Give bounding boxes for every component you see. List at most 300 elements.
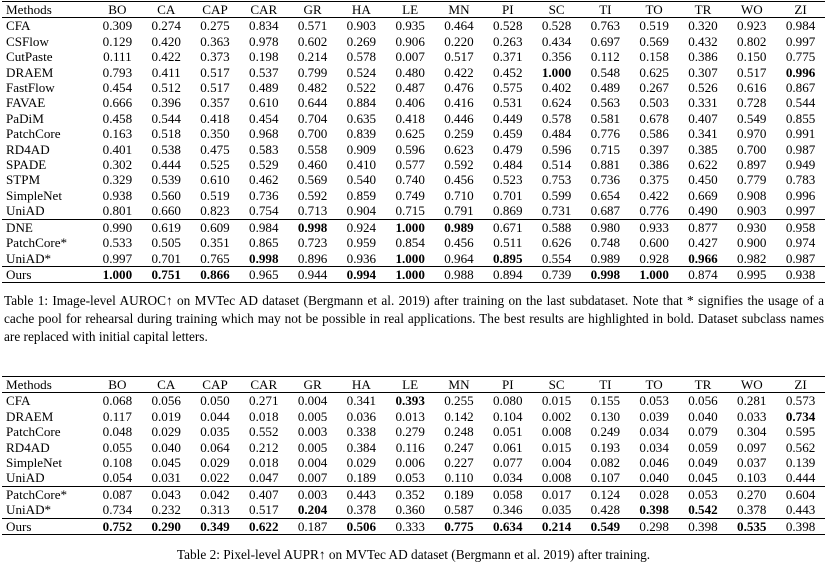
score-cell: 0.514 — [541, 157, 572, 173]
score-cell: 0.035 — [200, 424, 230, 440]
score-cell: 0.034 — [493, 470, 523, 486]
score-cell: 0.624 — [541, 95, 572, 111]
score-cell: 0.517 — [249, 502, 279, 518]
score-cell: 0.398 — [639, 502, 669, 518]
score-cell: 0.616 — [737, 80, 767, 96]
score-cell: 0.958 — [776, 219, 825, 235]
score-cell: 0.571 — [297, 18, 328, 34]
table-row — [2, 518, 825, 534]
score-cell: 0.623 — [444, 141, 474, 157]
score-cell: 0.877 — [679, 219, 728, 235]
score-cell: 0.007 — [395, 49, 425, 65]
column-header-zi: ZI — [776, 2, 825, 18]
score-cell: 0.450 — [688, 172, 718, 188]
score-cell: 0.802 — [737, 33, 767, 49]
score-cell: 0.338 — [346, 424, 377, 440]
score-cell: 0.103 — [737, 470, 767, 486]
column-header-bo: BO — [93, 377, 142, 393]
column-header-ca: CA — [142, 377, 191, 393]
score-cell: 0.056 — [688, 393, 718, 409]
method-name: Ours — [2, 518, 93, 534]
score-cell: 0.480 — [395, 64, 425, 80]
score-cell: 0.562 — [785, 439, 816, 455]
score-cell: 0.995 — [727, 266, 776, 282]
table-row — [2, 142, 825, 157]
score-cell: 0.671 — [483, 219, 532, 235]
score-cell: 0.528 — [541, 18, 572, 34]
methods-column-header: Methods — [2, 2, 93, 18]
score-cell: 0.077 — [493, 455, 523, 471]
method-name: SimpleNet — [6, 187, 63, 203]
table-row — [2, 65, 825, 80]
score-cell: 0.008 — [541, 470, 572, 486]
score-cell: 0.634 — [483, 518, 532, 534]
score-cell: 0.765 — [200, 250, 230, 266]
score-cell: 0.869 — [493, 203, 523, 219]
score-cell: 0.269 — [346, 33, 377, 49]
method-name: DNE — [2, 219, 93, 235]
column-header-ha: HA — [337, 2, 386, 18]
score-cell: 0.740 — [395, 172, 425, 188]
score-cell: 0.048 — [102, 424, 133, 440]
score-cell: 0.462 — [249, 172, 279, 188]
score-cell: 0.775 — [435, 518, 484, 534]
score-cell: 0.458 — [102, 110, 133, 126]
score-cell: 0.578 — [541, 110, 572, 126]
score-cell: 0.980 — [581, 219, 630, 235]
score-cell: 0.155 — [590, 393, 621, 409]
score-cell: 0.443 — [785, 502, 816, 518]
table-row — [2, 440, 825, 455]
score-cell: 0.539 — [151, 172, 181, 188]
score-cell: 0.259 — [444, 126, 474, 142]
column-header-ca: CA — [142, 2, 191, 18]
score-cell: 0.035 — [541, 502, 572, 518]
method-name: SimpleNet — [6, 455, 63, 471]
score-cell: 0.263 — [493, 33, 523, 49]
score-cell: 0.626 — [541, 235, 572, 251]
score-cell: 0.003 — [297, 424, 328, 440]
score-cell: 0.422 — [444, 64, 474, 80]
score-cell: 0.731 — [541, 203, 572, 219]
score-cell: 0.490 — [688, 203, 718, 219]
score-cell: 0.279 — [395, 424, 425, 440]
score-cell: 0.994 — [337, 266, 386, 282]
table-row — [2, 409, 825, 424]
score-cell: 0.964 — [444, 250, 474, 266]
score-cell: 0.991 — [785, 126, 816, 142]
score-cell: 0.460 — [297, 157, 328, 173]
score-cell: 0.654 — [590, 187, 621, 203]
score-cell: 0.476 — [444, 80, 474, 96]
score-cell: 0.884 — [346, 95, 377, 111]
column-header-sc: SC — [532, 377, 581, 393]
score-cell: 0.748 — [590, 235, 621, 251]
column-header-wo: WO — [727, 2, 776, 18]
score-cell: 0.604 — [776, 486, 825, 502]
score-cell: 0.569 — [639, 33, 669, 49]
column-header-cap: CAP — [191, 2, 240, 18]
score-cell: 0.198 — [249, 49, 279, 65]
score-cell: 0.854 — [395, 235, 425, 251]
score-cell: 0.378 — [346, 502, 377, 518]
score-cell: 0.033 — [737, 408, 767, 424]
score-cell: 0.082 — [590, 455, 621, 471]
score-cell: 0.644 — [297, 95, 328, 111]
score-cell: 0.331 — [688, 95, 718, 111]
score-cell: 0.108 — [102, 455, 133, 471]
score-cell: 0.004 — [297, 393, 328, 409]
score-cell: 0.004 — [297, 455, 328, 471]
score-cell: 1.000 — [541, 64, 572, 80]
score-cell: 0.723 — [297, 235, 328, 251]
score-cell: 0.443 — [337, 486, 386, 502]
score-cell: 0.428 — [590, 502, 621, 518]
column-header-gr: GR — [288, 377, 337, 393]
score-cell: 0.522 — [346, 80, 377, 96]
table-body — [2, 393, 825, 535]
score-cell: 0.866 — [191, 266, 240, 282]
score-cell: 0.351 — [200, 235, 230, 251]
score-cell: 0.775 — [785, 49, 816, 65]
score-cell: 0.117 — [102, 408, 132, 424]
score-cell: 0.019 — [151, 408, 181, 424]
column-header-mn: MN — [435, 377, 484, 393]
score-cell: 0.959 — [346, 235, 377, 251]
score-cell: 0.525 — [200, 157, 230, 173]
score-cell: 0.763 — [590, 18, 621, 34]
score-cell: 0.454 — [249, 110, 279, 126]
method-name: CSFlow — [6, 33, 49, 49]
method-name: UniAD* — [6, 502, 52, 518]
score-cell: 0.411 — [151, 64, 181, 80]
score-cell: 0.779 — [737, 172, 767, 188]
score-cell: 0.904 — [346, 203, 377, 219]
score-cell: 0.537 — [249, 64, 279, 80]
score-cell: 0.214 — [297, 49, 328, 65]
score-cell: 0.410 — [346, 157, 377, 173]
column-header-le: LE — [386, 2, 435, 18]
score-cell: 0.592 — [297, 187, 328, 203]
score-cell: 0.923 — [737, 18, 767, 34]
table-row — [2, 95, 825, 110]
score-cell: 0.970 — [737, 126, 767, 142]
score-cell: 0.592 — [444, 157, 474, 173]
method-name: SPADE — [6, 157, 47, 173]
score-cell: 0.007 — [297, 470, 328, 486]
score-cell: 0.625 — [395, 126, 425, 142]
score-cell: 0.697 — [590, 33, 621, 49]
score-cell: 0.139 — [785, 455, 816, 471]
score-cell: 0.533 — [102, 235, 133, 251]
score-cell: 0.752 — [93, 518, 142, 534]
method-name: DRAEM — [6, 408, 54, 424]
score-cell: 0.523 — [493, 172, 523, 188]
score-cell: 0.900 — [737, 235, 767, 251]
score-cell: 0.881 — [590, 157, 621, 173]
score-cell: 0.056 — [151, 393, 181, 409]
score-cell: 0.416 — [444, 95, 474, 111]
score-cell: 0.974 — [785, 235, 816, 251]
score-cell: 0.751 — [142, 266, 191, 282]
score-cell: 0.333 — [386, 518, 435, 534]
column-header-bo: BO — [93, 2, 142, 18]
score-cell: 0.350 — [200, 126, 230, 142]
score-cell: 0.938 — [776, 266, 825, 282]
method-name: PatchCore* — [6, 235, 68, 251]
method-name: FastFlow — [6, 80, 55, 96]
score-cell: 0.998 — [288, 219, 337, 235]
method-name: RD4AD — [6, 439, 50, 455]
table-header — [2, 2, 825, 18]
score-cell: 0.982 — [737, 250, 767, 266]
score-cell: 0.055 — [102, 439, 133, 455]
score-cell: 0.753 — [541, 172, 572, 188]
score-cell: 0.581 — [590, 110, 621, 126]
table-row — [2, 502, 825, 518]
score-cell: 0.823 — [200, 203, 230, 219]
score-cell: 0.015 — [541, 393, 572, 409]
score-cell: 0.575 — [493, 80, 523, 96]
header-row — [2, 2, 825, 18]
column-header-tr: TR — [679, 2, 728, 18]
score-cell: 0.519 — [639, 18, 669, 34]
table-1-caption: Table 1: Image-level AUROC↑ on MVTec AD dataset (Bergmann et al. 2019) after training on the last subdataset. Note that * signifies the usage of a cache pool for rehearsal during training which may not be possible in real applications. The best results are highlighted in bold. Dataset subclass names are replaced with initial capital letters. — [4, 293, 824, 345]
score-cell: 0.232 — [151, 502, 181, 518]
score-cell: 0.701 — [493, 187, 523, 203]
score-cell: 0.464 — [444, 18, 474, 34]
method-name: CFA — [6, 393, 31, 409]
score-cell: 0.569 — [297, 172, 328, 188]
score-cell: 0.839 — [346, 126, 377, 142]
score-cell: 0.307 — [688, 64, 718, 80]
score-cell: 0.444 — [785, 470, 816, 486]
score-cell: 0.422 — [151, 49, 181, 65]
score-cell: 0.475 — [200, 141, 230, 157]
score-cell: 0.008 — [541, 424, 572, 440]
score-cell: 0.449 — [493, 110, 523, 126]
score-cell: 0.506 — [337, 518, 386, 534]
score-cell: 0.401 — [102, 141, 133, 157]
score-cell: 0.163 — [102, 126, 133, 142]
score-cell: 0.903 — [737, 203, 767, 219]
score-cell: 0.588 — [532, 219, 581, 235]
method-name: DRAEM — [6, 64, 54, 80]
score-cell: 0.933 — [630, 219, 679, 235]
score-cell: 0.053 — [639, 393, 669, 409]
score-cell: 0.247 — [444, 439, 474, 455]
score-cell: 0.542 — [688, 502, 718, 518]
score-cell: 0.329 — [102, 172, 133, 188]
score-cell: 0.407 — [239, 486, 288, 502]
score-cell: 0.586 — [639, 126, 669, 142]
score-cell: 0.666 — [102, 95, 133, 111]
methods-column-header: Methods — [2, 377, 93, 393]
score-cell: 0.158 — [639, 49, 669, 65]
column-header-sc: SC — [532, 2, 581, 18]
score-cell: 0.454 — [102, 80, 133, 96]
table-row — [2, 424, 825, 439]
score-cell: 0.037 — [737, 455, 767, 471]
score-cell: 1.000 — [386, 219, 435, 235]
score-cell: 0.984 — [239, 219, 288, 235]
score-cell: 0.349 — [191, 518, 240, 534]
column-header-wo: WO — [727, 377, 776, 393]
score-cell: 0.050 — [200, 393, 230, 409]
score-cell: 0.563 — [590, 95, 621, 111]
score-cell: 0.526 — [688, 80, 718, 96]
score-cell: 1.000 — [386, 266, 435, 282]
column-header-ha: HA — [337, 377, 386, 393]
column-header-to: TO — [630, 377, 679, 393]
score-cell: 0.479 — [493, 141, 523, 157]
score-cell: 0.734 — [785, 408, 816, 424]
score-cell: 0.130 — [590, 408, 621, 424]
score-cell: 0.002 — [541, 408, 572, 424]
score-cell: 0.112 — [590, 49, 620, 65]
score-cell: 0.997 — [102, 250, 133, 266]
score-cell: 0.022 — [200, 470, 230, 486]
score-cell: 0.116 — [395, 439, 425, 455]
table-2-caption: Table 2: Pixel-level AUPR↑ on MVTec AD dataset (Bergmann et al. 2019) after training. — [176, 547, 651, 562]
score-cell: 0.040 — [688, 408, 718, 424]
score-cell: 0.678 — [639, 110, 669, 126]
table-row — [2, 188, 825, 203]
score-cell: 0.150 — [737, 49, 767, 65]
score-cell: 0.619 — [142, 219, 191, 235]
method-name: FAVAE — [6, 95, 46, 111]
score-cell: 0.097 — [737, 439, 767, 455]
score-cell: 0.004 — [541, 455, 572, 471]
score-cell: 0.660 — [151, 203, 181, 219]
score-cell: 0.996 — [785, 187, 816, 203]
score-cell: 0.573 — [785, 393, 816, 409]
column-header-pi: PI — [483, 2, 532, 18]
score-cell: 0.704 — [297, 110, 328, 126]
score-cell: 0.384 — [346, 439, 377, 455]
score-cell: 0.047 — [249, 470, 279, 486]
method-name: CFA — [6, 18, 31, 34]
table-header — [2, 377, 825, 393]
score-cell: 0.456 — [444, 172, 474, 188]
score-cell: 0.989 — [590, 250, 621, 266]
score-cell: 0.701 — [151, 250, 181, 266]
score-cell: 0.045 — [151, 455, 181, 471]
score-cell: 0.304 — [737, 424, 767, 440]
score-cell: 0.313 — [200, 502, 230, 518]
score-cell: 0.043 — [142, 486, 191, 502]
score-cell: 0.031 — [151, 470, 181, 486]
auroc-table — [2, 1, 825, 283]
score-cell: 0.064 — [200, 439, 230, 455]
score-cell: 0.452 — [493, 64, 523, 80]
score-cell: 0.034 — [639, 439, 669, 455]
column-header-ti: TI — [581, 2, 630, 18]
score-cell: 0.935 — [395, 18, 425, 34]
score-cell: 0.044 — [200, 408, 230, 424]
score-cell: 0.396 — [151, 95, 181, 111]
score-cell: 0.248 — [444, 424, 474, 440]
score-cell: 0.622 — [688, 157, 718, 173]
score-cell: 0.385 — [688, 141, 718, 157]
score-cell: 0.801 — [102, 203, 133, 219]
table-row — [2, 251, 825, 267]
score-cell: 0.214 — [532, 518, 581, 534]
score-cell: 0.793 — [102, 64, 133, 80]
score-cell: 0.290 — [142, 518, 191, 534]
score-cell: 0.874 — [679, 266, 728, 282]
table-row — [2, 455, 825, 470]
score-cell: 0.578 — [346, 49, 377, 65]
score-cell: 0.544 — [151, 110, 181, 126]
score-cell: 0.040 — [151, 439, 181, 455]
score-cell: 0.715 — [395, 203, 425, 219]
table-row — [2, 486, 825, 502]
method-name: PatchCore — [6, 126, 61, 142]
table-row — [2, 219, 825, 235]
score-cell: 0.111 — [103, 49, 132, 65]
score-cell: 0.045 — [688, 470, 718, 486]
column-header-to: TO — [630, 2, 679, 18]
header-row — [2, 377, 825, 393]
table-row — [2, 157, 825, 172]
score-cell: 0.990 — [93, 219, 142, 235]
score-cell: 0.029 — [346, 455, 377, 471]
score-cell: 0.519 — [200, 187, 230, 203]
column-header-le: LE — [386, 377, 435, 393]
score-cell: 0.059 — [688, 439, 718, 455]
score-cell: 0.897 — [737, 157, 767, 173]
score-cell: 0.538 — [151, 141, 181, 157]
column-header-zi: ZI — [776, 377, 825, 393]
score-cell: 0.577 — [395, 157, 425, 173]
score-cell: 0.609 — [191, 219, 240, 235]
score-cell: 0.596 — [395, 141, 425, 157]
method-name: CutPaste — [6, 49, 53, 65]
score-cell: 0.068 — [102, 393, 133, 409]
score-cell: 0.517 — [444, 49, 474, 65]
score-cell: 0.346 — [493, 502, 523, 518]
method-name: RD4AD — [6, 141, 50, 157]
table-row — [2, 49, 825, 64]
score-cell: 0.189 — [435, 486, 484, 502]
score-cell: 0.212 — [249, 439, 279, 455]
score-cell: 0.444 — [151, 157, 181, 173]
score-cell: 0.356 — [541, 49, 572, 65]
score-cell: 0.142 — [444, 408, 474, 424]
score-cell: 0.987 — [785, 141, 816, 157]
score-cell: 0.754 — [249, 203, 279, 219]
score-cell: 0.054 — [102, 470, 133, 486]
method-name: PaDiM — [6, 110, 44, 126]
aupr-table — [2, 376, 825, 535]
score-cell: 0.710 — [444, 187, 474, 203]
method-name: UniAD — [6, 203, 45, 219]
score-cell: 0.736 — [249, 187, 279, 203]
score-cell: 0.005 — [297, 408, 328, 424]
score-cell: 0.005 — [297, 439, 328, 455]
table-row — [2, 172, 825, 187]
score-cell: 0.517 — [200, 64, 230, 80]
score-cell: 0.039 — [639, 408, 669, 424]
score-cell: 0.053 — [395, 470, 425, 486]
table-row — [2, 34, 825, 49]
method-name: Ours — [2, 266, 93, 282]
score-cell: 0.834 — [249, 18, 279, 34]
table-row — [2, 126, 825, 141]
score-cell: 0.275 — [200, 18, 230, 34]
score-cell: 0.003 — [288, 486, 337, 502]
